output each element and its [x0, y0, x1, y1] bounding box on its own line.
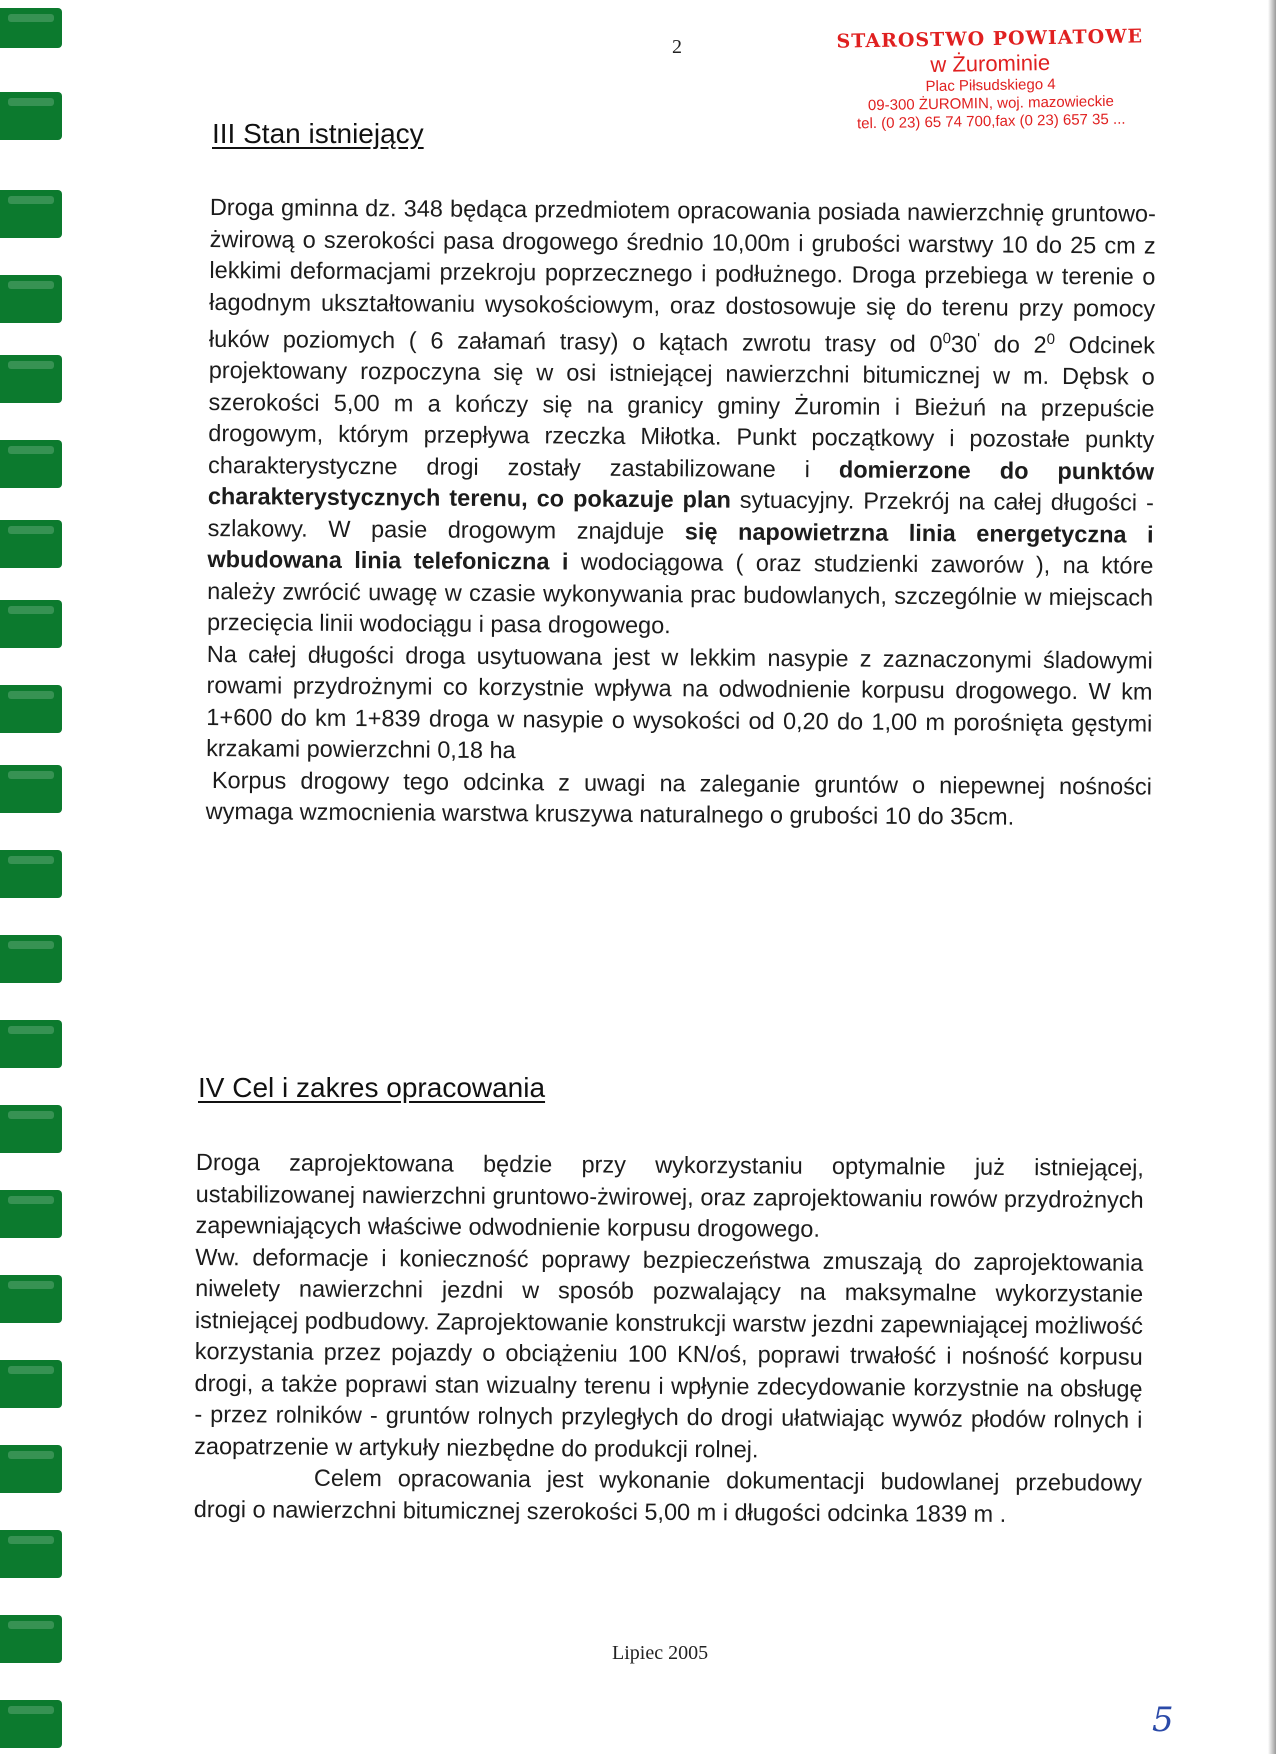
stamp-phone: tel. (0 23) 65 74 700,fax (0 23) 657 35 ...	[856, 110, 1126, 133]
binding-ring	[0, 355, 62, 403]
stamp-address: Plac Piłsudskiego 4	[925, 76, 1056, 96]
binding-ring	[0, 600, 62, 648]
binding-ring	[0, 765, 62, 813]
binding-ring	[0, 1700, 62, 1748]
binding-ring	[0, 1105, 62, 1153]
paragraph	[207, 192, 1156, 645]
paragraph: Celem opracowania jest wykonanie dokumentacji budowlanej przebudowy drogi o nawierzchni bitumicznej szerokości 5,00 m i długości odcinka 1839 m .	[193, 1464, 1143, 1527]
text-run: Odcinek projektowany rozpoczyna się w osi istniejącej nawierzchni bitumicznej w m. Dębsk o szerokości 5,00 m a kończy się na granicy gminy Żuromin i Bieżuń na przepuście drogowym, którym przepływa rzeczka Miłotka. Punkt początkowy i pozostałe punkty charakterystyczne drogi zostały zastabilizowane i	[208, 331, 1156, 483]
bold-text-run: się napowietrzna linia energetyczna i wbudowana linia telefoniczna i	[207, 518, 1154, 575]
paragraph: Droga zaprojektowana będzie przy wykorzystaniu optymalnie już istniejącej, ustabilizowanej nawierzchni gruntowo-żwirowej, oraz zaprojektowaniu rowów przydrożnych zapewniających właściwe odwodnienie korpusu drogowego.	[195, 1149, 1144, 1242]
paragraph: Ww. deformacje i konieczność poprawy bezpieczeństwa zmuszają do zaprojektowania niwelety nawierzchni jezdni w sposób pozwalający na maksymalne wykorzystanie istniejącej podbudowy. Zaprojektowanie konstrukcji warstw jezdni zapewniającej możliwość korzystania przez pojazdy o obciążeniu 100 KN/oś, poprawi trwałość i nośność korpusu drogi, a także poprawi stan wizualny terenu i wpłynie zdecydowanie korzystnie na obsługę - przez rolników - gruntów rolnych przyległych do drogi ułatwiając wywóz płodów rolnych i zaopatrzenie w artykuły niezbędne do produkcji rolnej.	[194, 1243, 1144, 1462]
section-heading-existing-state: III Stan istniejący	[212, 118, 424, 149]
stamp-city: w Żurominie	[930, 49, 1051, 77]
superscript: '	[977, 330, 981, 348]
page-edge-shadow	[1268, 0, 1276, 1754]
binding-ring	[0, 1360, 62, 1408]
footer-date: Lipiec 2005	[612, 1642, 709, 1664]
superscript: 0	[942, 330, 952, 348]
text-run: do 2	[979, 331, 1047, 358]
binding-ring	[0, 1190, 62, 1238]
text-run: Droga gminna dz. 348 będąca przedmiotem opracowania posiada nawierzchnię gruntowo-żwirową o szerokości pasa drogowego średnio 10,00m i grubości warstwy 10 do 25 cm z lekkimi deformacjami przekroju poprzecznego i podłużnego. Droga przebiega w terenie o łagodnym ukształtowaniu wysokościowym, oraz dostosowuje się do terenu przy pomocy łuków poziomych ( 6 załamań trasy) o kątach zwrotu trasy od 0	[208, 193, 1156, 357]
binding-ring	[0, 685, 62, 733]
binding-ring	[0, 92, 62, 140]
binding-ring	[0, 1020, 62, 1068]
text-run: sytuacyjny. Przekrój na całej długości - szlakowy. W pasie drogowym znajduje	[207, 486, 1154, 545]
office-stamp	[817, 25, 1164, 134]
binding-ring	[0, 190, 62, 238]
binding-ring	[0, 1615, 62, 1663]
binding-ring	[0, 850, 62, 898]
bold-text-run: domierzone do punktów charakterystycznych terenu, co pokazuje plan	[207, 456, 1155, 513]
binding-ring	[0, 8, 62, 48]
section-heading-goal-and-scope: IV Cel i zakres opracowania	[198, 1072, 546, 1103]
binding-ring	[0, 1445, 62, 1493]
binding-ring	[0, 440, 62, 488]
text-run: 30	[950, 331, 978, 358]
paragraph: Na całej długości droga usytuowana jest w lekkim nasypie z zaznaczonymi śladowymi rowami przydrożnymi co korzystnie wpływa na odwodnienie korpusu drogowego. W km 1+600 do km 1+839 droga w nasypie o wysokości od 0,20 do 1,00 m porośnięta gęstymi krzakami powierzchni 0,18 ha	[206, 640, 1153, 764]
binding-ring	[0, 1275, 62, 1323]
binding-ring	[0, 520, 62, 568]
binding-ring	[0, 275, 62, 323]
page-number: 2	[672, 36, 682, 58]
stamp-postal: 09-300 ŻUROMIN, woj. mazowieckie	[867, 93, 1115, 115]
spiral-binding	[0, 0, 80, 1754]
text-run: wodociągowa ( oraz studzienki zaworów ), na które należy zwrócić uwagę w czasie wykonywania prac budowlanych, szczególnie w miejscach przecięcia linii wodociągu i pasa drogowego.	[206, 548, 1154, 639]
section-goal-and-scope	[194, 1147, 1144, 1531]
binding-ring	[0, 935, 62, 983]
superscript: 0	[1046, 330, 1056, 348]
stamp-title: STAROSTWO POWIATOWE	[836, 25, 1144, 53]
handwritten-page-number: 5	[1152, 1700, 1174, 1740]
section-existing-state	[206, 192, 1156, 834]
paragraph: Korpus drogowy tego odcinka z uwagi na zaleganie gruntów o niepewnej nośności wymaga wzmocnienia warstwa kruszywa naturalnego o grubości 10 do 35cm.	[205, 766, 1152, 830]
binding-ring	[0, 1530, 62, 1578]
